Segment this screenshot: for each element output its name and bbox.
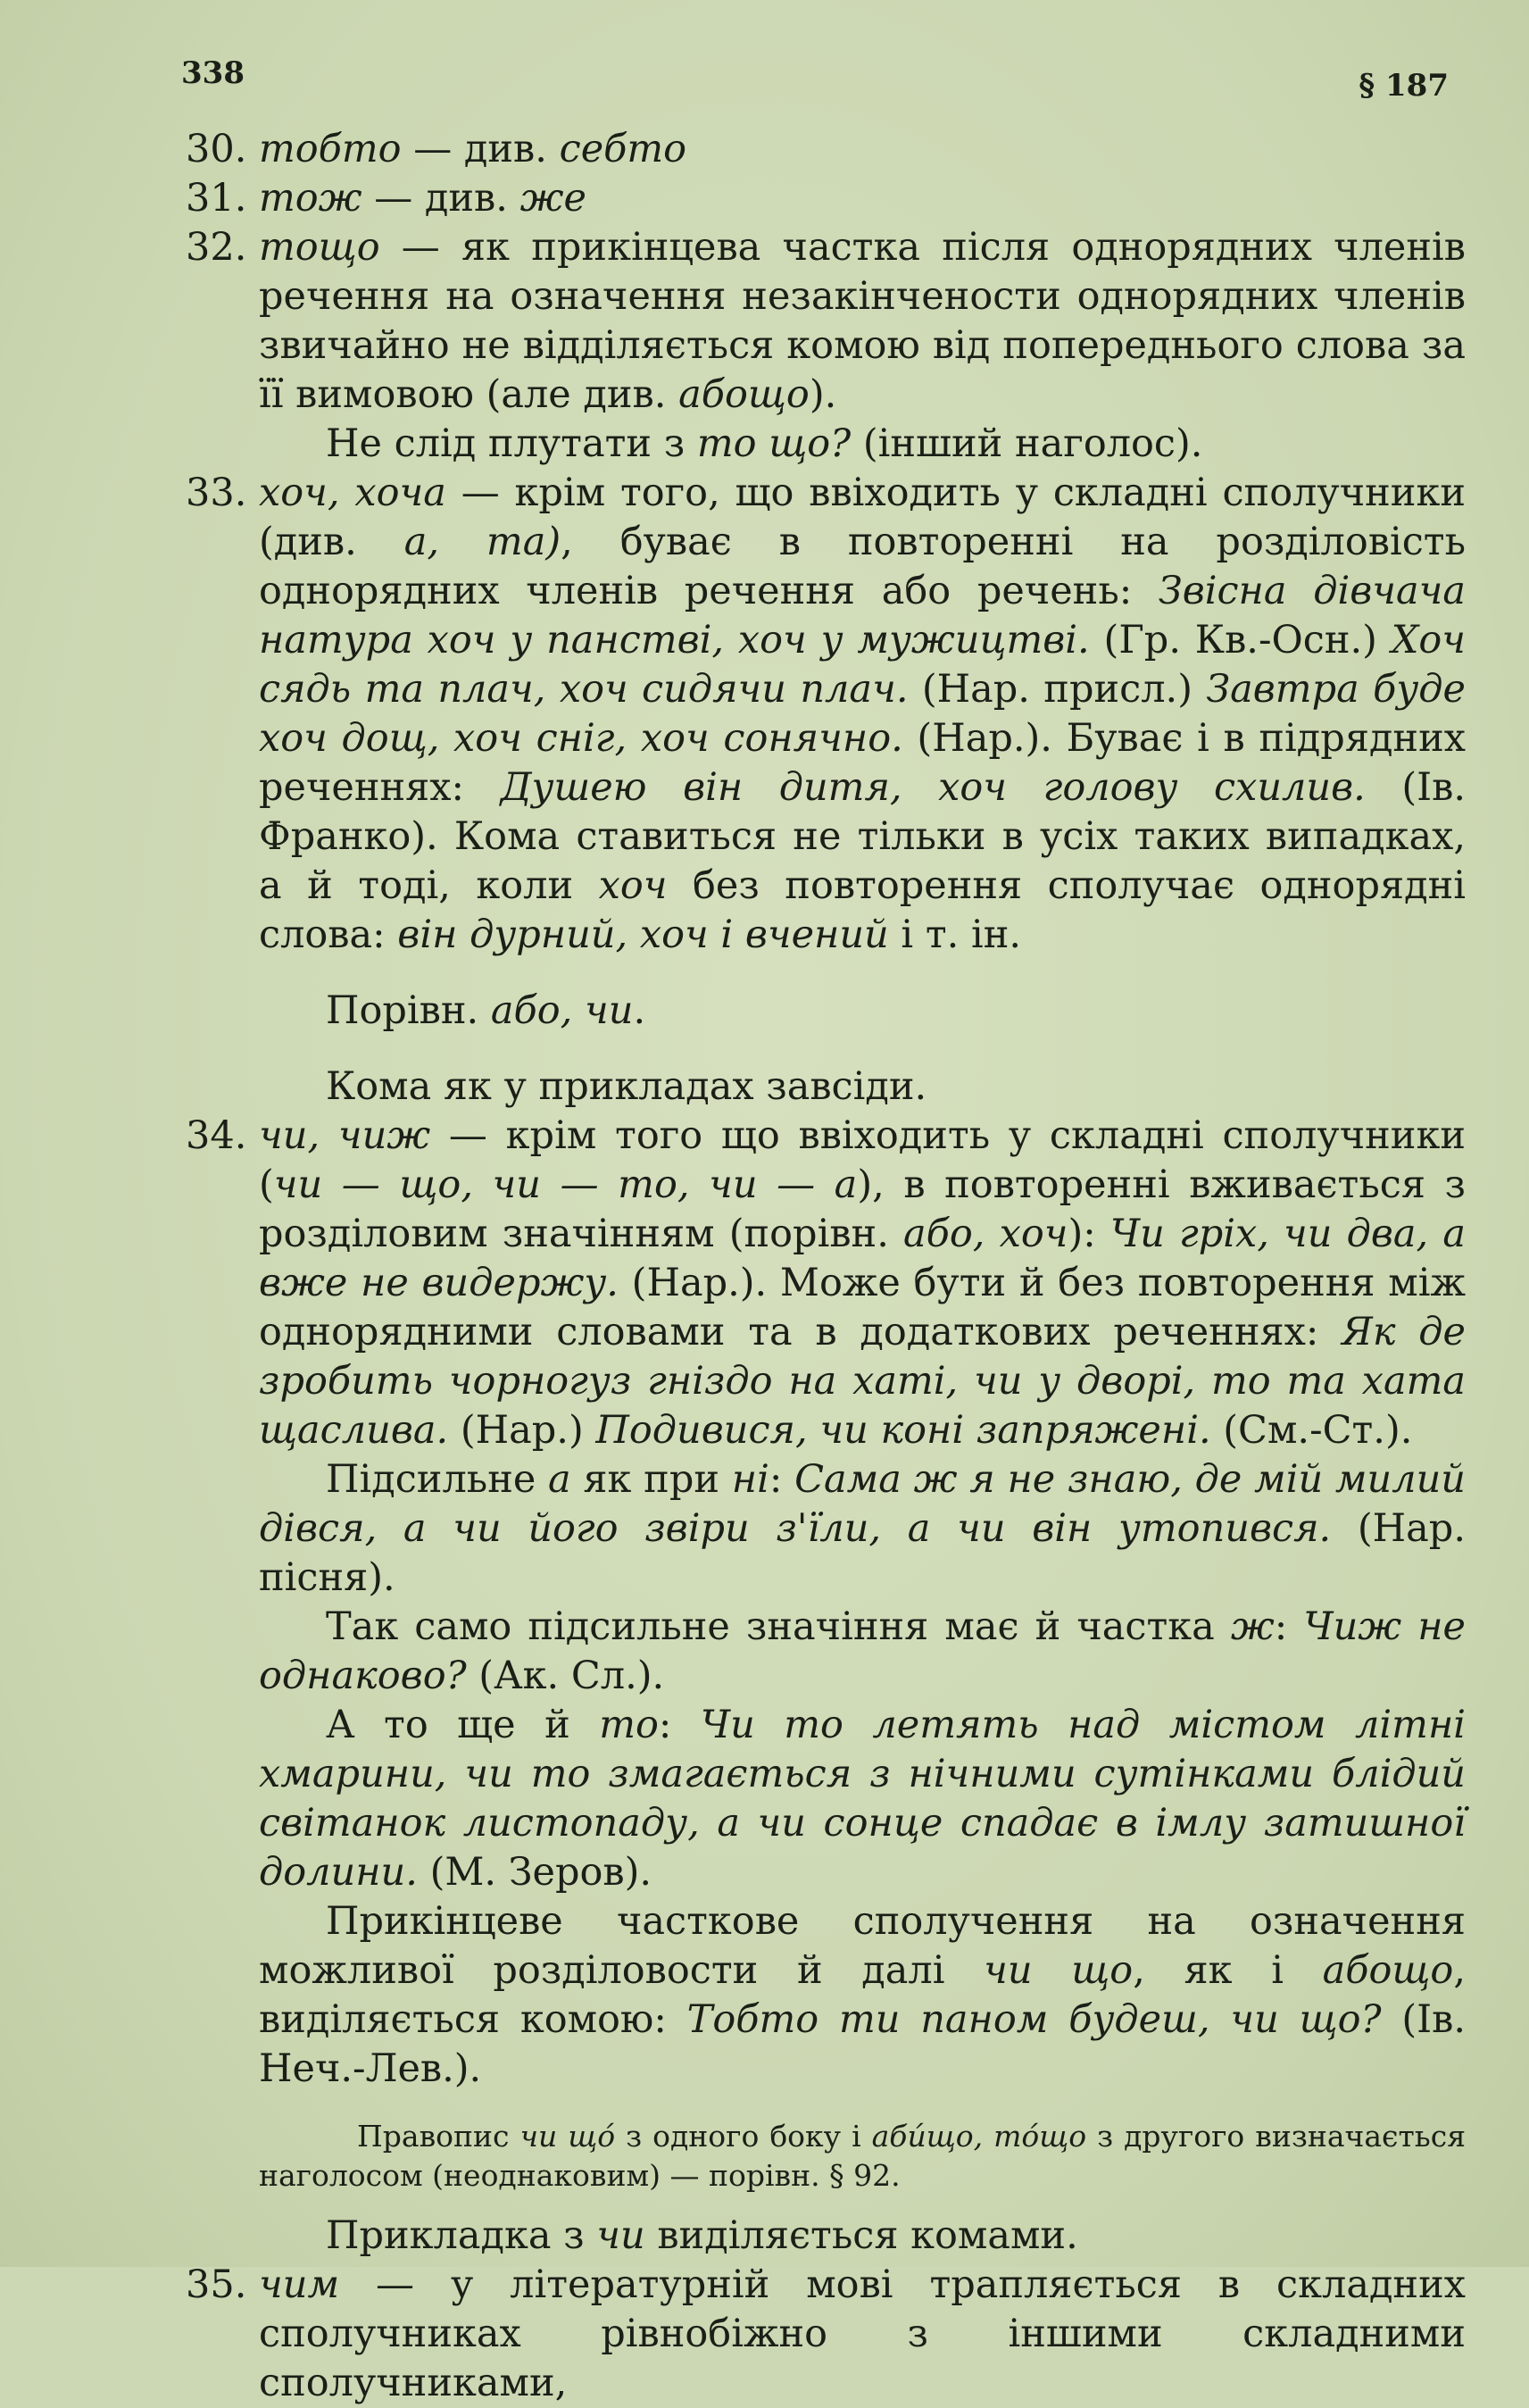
- text: (Нар. присл.): [908, 667, 1207, 712]
- text: :: [658, 1703, 701, 1747]
- entry-number: 30.: [186, 127, 247, 171]
- italic-text: ні: [731, 1457, 769, 1502]
- text: — див.: [401, 127, 560, 171]
- dictionary-entry: [170, 469, 1466, 960]
- text: ).: [809, 372, 837, 417]
- text: (Нар.). Може бути й без повторення між однорядними словами та в додаткових реченнях:: [259, 1261, 1467, 1354]
- paragraph: [170, 987, 1466, 1036]
- text: як при: [570, 1457, 732, 1502]
- paragraph: [170, 1603, 1466, 1701]
- italic-text: Чи то летять над містом літні хмарини, чи то змагається з нічними сутінками блідий світанок листопаду, а чи сонце спадає в імлу затишної долини.: [259, 1703, 1467, 1895]
- text: (Ів. Франко). Кома ставиться не тільки в усіх таких випадках, а й тоді, коли: [259, 765, 1467, 908]
- text: — крім того, що ввіходить у складні сполучники (див.: [259, 471, 1466, 564]
- italic-text: Звісна дівчача натура хоч у панстві, хоч у мужицтві.: [259, 569, 1466, 662]
- dictionary-entry: [170, 223, 1466, 420]
- italic-text: тож: [259, 176, 362, 221]
- text: (М. Зеров).: [417, 1850, 652, 1895]
- italic-text: хоч: [598, 863, 668, 908]
- paragraph: [170, 1897, 1466, 2094]
- italic-text: тобто: [259, 127, 402, 171]
- text: Прикладка з: [326, 2213, 597, 2258]
- italic-text: він дурний, хоч і вчений: [397, 912, 889, 957]
- text: без повторення сполучає однорядні слова:: [259, 863, 1466, 957]
- text: — як прикінцева частка після однорядних членів речення на означення незакінчености однорядних членів звичайно не відділяється комою від попереднього слова за її вимовою (але див.: [259, 225, 1466, 417]
- text: .: [633, 988, 646, 1033]
- italic-text: Подивися, чи коні запряжені.: [595, 1408, 1211, 1453]
- italic-text: а, та): [403, 520, 561, 564]
- italic-text: Сама ж я не знаю, де мій милий дівся, а чи його звіри з'їли, а чи він утопився.: [259, 1457, 1466, 1551]
- text: Не слід плутати з: [326, 421, 697, 466]
- text: А то ще й: [326, 1703, 600, 1747]
- text: Порівн.: [326, 988, 491, 1033]
- italic-text: то: [599, 1703, 659, 1747]
- italic-text: то що?: [696, 421, 852, 466]
- italic-text: абощо: [1322, 1948, 1454, 1993]
- italic-text: Завтра буде хоч дощ, хоч сніг, хоч сонячно.: [259, 667, 1466, 761]
- text: — крім того що ввіходить у складні сполучники (: [259, 1113, 1466, 1207]
- entry-number: 31.: [186, 176, 247, 221]
- text: (Нар.). Буває і в підрядних реченнях:: [259, 716, 1466, 810]
- dictionary-entry: [170, 1112, 1466, 1455]
- text: , як і: [1133, 1948, 1323, 1993]
- paragraph: [170, 1455, 1466, 1603]
- entry-number: 35.: [186, 2262, 247, 2307]
- text: :: [1274, 1604, 1304, 1649]
- footnote: [170, 2117, 1466, 2196]
- paragraph: [170, 1062, 1466, 1112]
- text: ):: [1068, 1212, 1110, 1256]
- italic-text: Чиж не однаково?: [259, 1604, 1466, 1698]
- italic-text: себто: [559, 127, 687, 171]
- italic-text: Тобто ти паном будеш, чи що?: [686, 1997, 1382, 2042]
- italic-text: чи: [596, 2213, 645, 2258]
- italic-text: чи — що, чи — то, чи — а: [273, 1162, 858, 1207]
- dictionary-entry: [170, 174, 1466, 223]
- italic-text: Чи гріх, чи два, а вже не видержу.: [259, 1212, 1466, 1305]
- paragraph: [170, 2212, 1466, 2261]
- text: Підсильне: [326, 1457, 549, 1502]
- text: Правопис: [357, 2119, 520, 2154]
- entry-number: 32.: [186, 225, 247, 270]
- italic-text: абощо: [678, 372, 810, 417]
- italic-text: Як де зробить чорногуз гніздо на хаті, чи у дворі, то та хата щаслива.: [259, 1310, 1466, 1453]
- text: (інший наголос).: [851, 421, 1203, 466]
- italic-text: а: [548, 1457, 571, 1502]
- entry-number: 34.: [186, 1113, 247, 1158]
- italic-text: абúщо, тóщо: [871, 2119, 1087, 2154]
- text: (См.-Ст.).: [1210, 1408, 1413, 1453]
- paragraph: [170, 1701, 1466, 1897]
- text: виділяється комами.: [644, 2213, 1078, 2258]
- text: , буває в повторенні на розділовість однорядних членів речення або речень:: [259, 520, 1466, 613]
- italic-text: чи щó: [519, 2119, 616, 2154]
- text: (Ак. Сл.).: [466, 1654, 665, 1698]
- dictionary-entry: [170, 2261, 1466, 2408]
- text: з одного боку і: [615, 2119, 872, 2154]
- italic-text: ж: [1230, 1604, 1275, 1649]
- page-number: 338: [181, 55, 245, 91]
- italic-text: чи що: [984, 1948, 1134, 1993]
- text: (Ів. Неч.-Лев.).: [259, 1997, 1467, 2091]
- text: Так само підсильне значіння має й частка: [326, 1604, 1231, 1649]
- italic-text: Душею він дитя, хоч голову схилив.: [500, 765, 1366, 810]
- text: :: [769, 1457, 795, 1502]
- paragraph: [170, 420, 1466, 469]
- text: і т. ін.: [888, 912, 1022, 957]
- italic-text: хоч, хоча: [259, 471, 446, 515]
- text: Кома як у прикладах завсіди.: [326, 1064, 927, 1109]
- text: (Нар. пісня).: [259, 1506, 1466, 1600]
- italic-text: або, чи: [490, 988, 634, 1033]
- section-number: § 187: [1359, 68, 1449, 104]
- italic-text: чи, чиж: [259, 1113, 431, 1158]
- italic-text: чим: [259, 2262, 340, 2307]
- text: Прикінцеве часткове сполучення на означення можливої розділовости й далі: [259, 1899, 1466, 1993]
- italic-text: тощо: [259, 225, 380, 270]
- entry-number: 33.: [186, 471, 247, 515]
- spacer: [170, 1036, 1466, 1062]
- text: — див.: [361, 176, 520, 221]
- spacer: [170, 960, 1466, 987]
- text: з другого визначається наголосом (неоднаковим) — порівн. § 92.: [259, 2119, 1467, 2193]
- text: (Нар.): [448, 1408, 596, 1453]
- text: , виділяється комою:: [259, 1948, 1466, 2042]
- text: ), в повторенні вживається з розділовим значінням (порівн.: [259, 1162, 1466, 1256]
- italic-text: або, хоч: [903, 1212, 1068, 1256]
- text: (Гр. Кв.-Осн.): [1089, 618, 1392, 662]
- page-body: [170, 125, 1466, 2408]
- italic-text: же: [519, 176, 586, 221]
- text: — у літературній мові трапляється в складних сполучниках рівнобіжно з іншими складними сполучниками,: [259, 2262, 1466, 2405]
- italic-text: Хоч сядь та плач, хоч сидячи плач.: [259, 618, 1466, 712]
- dictionary-entry: [170, 125, 1466, 174]
